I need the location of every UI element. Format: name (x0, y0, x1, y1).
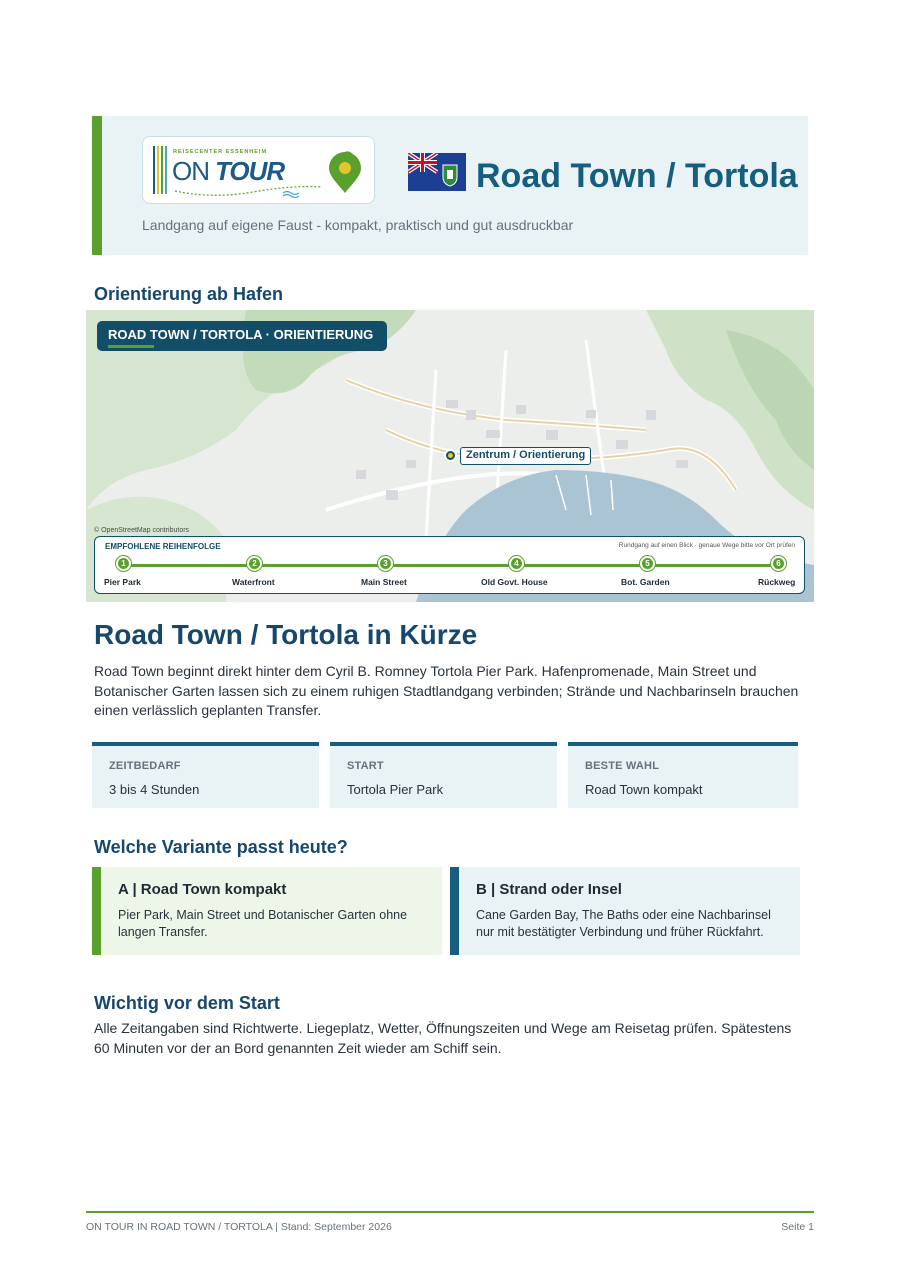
route-line (123, 564, 778, 567)
fact-cards (92, 742, 798, 808)
route-panel (94, 536, 805, 594)
footer-divider (86, 1211, 814, 1213)
fact-card-time (92, 742, 319, 808)
fact-card-best-choice (568, 742, 798, 808)
map-title: ROAD TOWN / TORTOLA · ORIENTIERUNG (108, 327, 374, 342)
route-stop-3: 3 (378, 556, 393, 571)
fact-value: 3 bis 4 Stunden (109, 782, 200, 797)
route-stop-4: 4 (509, 556, 524, 571)
footer-text: ON TOUR IN ROAD TOWN / TORTOLA | Stand: September 2026 (86, 1221, 392, 1233)
fact-label: ZEITBEDARF (109, 760, 181, 772)
route-stop-label-1: Pier Park (104, 577, 141, 587)
fact-value: Road Town kompakt (585, 782, 703, 797)
route-stop-label-5: Bot. Garden (621, 577, 670, 587)
variant-text: Cane Garden Bay, The Baths oder eine Nachbarinsel nur mit bestätigter Verbindung und früher Rückfahrt. (476, 908, 771, 939)
route-stop-2: 2 (247, 556, 262, 571)
page-title: Road Town / Tortola (476, 157, 798, 195)
route-stop-label-4: Old Govt. House (481, 577, 548, 587)
variant-text: Pier Park, Main Street und Botanischer Garten ohne langen Transfer. (118, 908, 408, 939)
route-stop-5: 5 (640, 556, 655, 571)
variant-title: A | Road Town kompakt (118, 881, 287, 898)
map-section-heading: Orientierung ab Hafen (94, 284, 284, 304)
location-pin-icon (327, 151, 363, 195)
fact-label: BESTE WAHL (585, 760, 660, 772)
header-banner (92, 116, 808, 255)
summary-heading: Road Town / Tortola in Kürze (94, 619, 478, 650)
route-title: EMPFOHLENE REIHENFOLGE (105, 542, 221, 551)
center-marker-label[interactable]: Zentrum / Orientierung (460, 447, 591, 465)
fact-label: START (347, 760, 384, 772)
map-attribution: © OpenStreetMap contributors (94, 527, 190, 534)
route-note: Rundgang auf einen Blick · genaue Wege bitte vor Ort prüfen (618, 542, 795, 549)
center-marker-icon[interactable] (444, 449, 457, 462)
logo-word-tour: TOUR (215, 156, 285, 186)
variants-heading: Welche Variante passt heute? (94, 837, 348, 857)
fact-value: Tortola Pier Park (347, 782, 444, 797)
fact-card-start (330, 742, 557, 808)
route-stop-6: 6 (771, 556, 786, 571)
important-note: Alle Zeitangaben sind Richtwerte. Liegeplatz, Wetter, Öffnungszeiten und Wege am Reisetag prüfen. Spätestens 60 Minuten vor der an Bord genannten Zeit wieder am Schiff sein. (94, 1020, 792, 1056)
logo-word-on: ON (172, 156, 209, 186)
logo-stripes-icon (153, 146, 167, 194)
map-title-underline (108, 345, 154, 348)
variant-title: B | Strand oder Insel (476, 881, 622, 898)
variant-card-b (450, 867, 800, 955)
route-stop-1: 1 (116, 556, 131, 571)
on-tour-logo (142, 136, 375, 204)
orientation-map[interactable] (86, 310, 814, 602)
summary-intro: Road Town beginnt direkt hinter dem Cyril B. Romney Tortola Pier Park. Hafenpromenade, Main Street und Botanischer Garten lassen sich zu einem ruhigen Stadtlandgang verbinden; Strände und Nachbarinseln brauchen einen verlässlich geplanten Transfer. (94, 663, 799, 718)
variant-card-a (92, 867, 442, 955)
page-number: Seite 1 (781, 1221, 814, 1233)
important-heading: Wichtig vor dem Start (94, 993, 280, 1013)
route-stop-label-6: Rückweg (758, 577, 796, 587)
route-stop-label-2: Waterfront (232, 577, 275, 587)
page-tagline: Landgang auf eigene Faust - kompakt, praktisch und gut ausdruckbar (142, 217, 574, 233)
map-title-badge (97, 321, 387, 351)
british-virgin-islands-flag-icon (408, 153, 466, 191)
logo-wave-icon (173, 181, 323, 199)
route-stop-label-3: Main Street (361, 577, 407, 587)
logo-subtitle: REISECENTER ESSENHEIM (173, 149, 268, 155)
